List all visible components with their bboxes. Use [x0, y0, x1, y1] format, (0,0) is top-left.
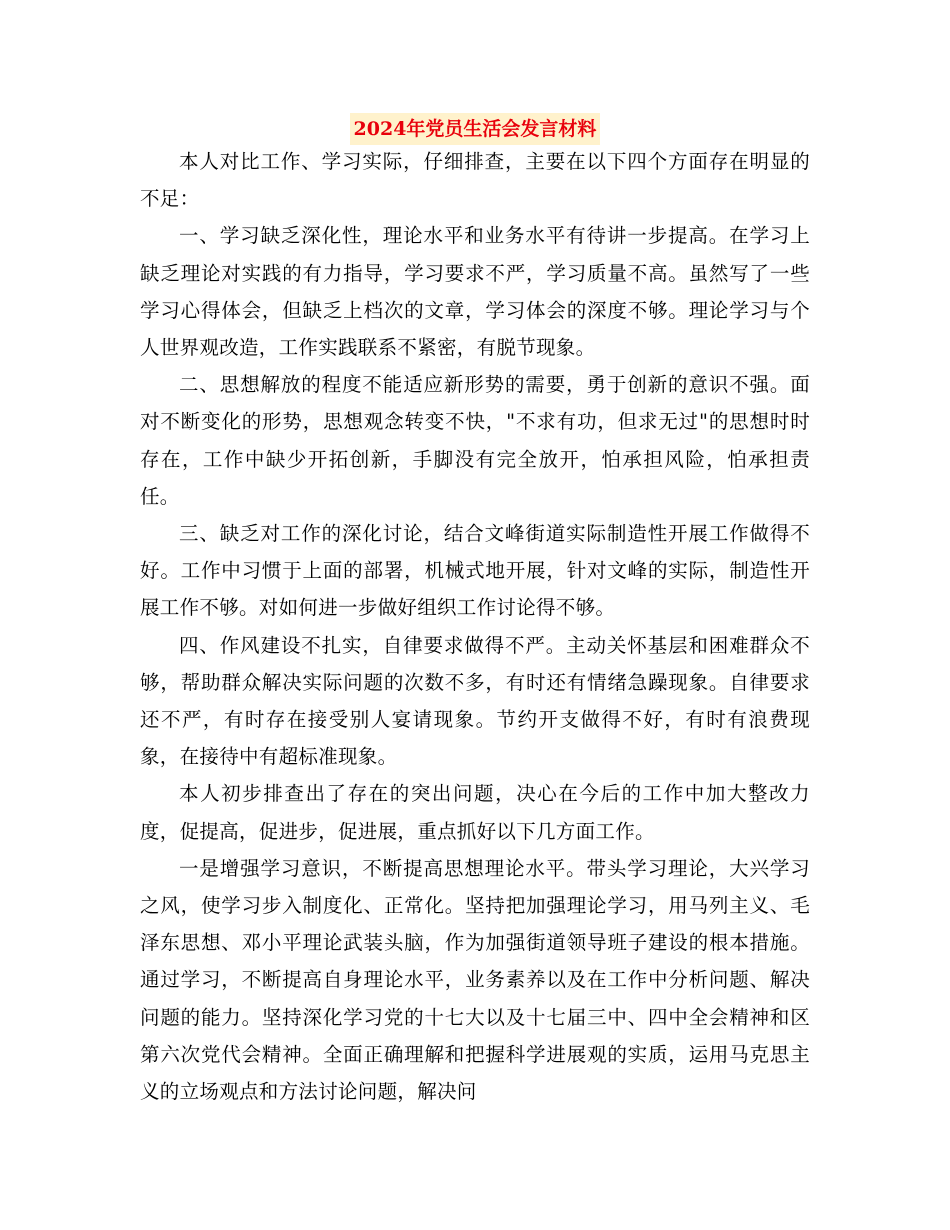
title-container: [0, 113, 950, 145]
paragraph-measure-1: 一是增强学习意识，不断提高思想理论水平。带头学习理论，大兴学习之风，使学习步入制度化、正常化。坚持把加强理论学习，用马列主义、毛泽东思想、邓小平理论武装头脑，作为加强街道领导班子建设的根本措施。通过学习，不断提高自身理论水平，业务素养以及在工作中分析问题、解决问题的能力。坚持深化学习党的十七大以及十七届三中、四中全会精神和区第六次党代会精神。全面正确理解和把握科学进展观的实质，运用马克思主义的立场观点和方法讨论问题，解决问: [140, 856, 810, 1104]
paragraph-point-2: 二、思想解放的程度不能适应新形势的需要，勇于创新的意识不强。面对不断变化的形势，思想观念转变不快，"不求有功，但求无过"的思想时时存在，工作中缺少开拓创新，手脚没有完全放开，怕承担风险，怕承担责任。: [140, 373, 810, 508]
document-body: [140, 143, 810, 1110]
document-title: 2024年党员生活会发言材料: [350, 113, 601, 145]
paragraph-point-3: 三、缺乏对工作的深化讨论，结合文峰街道实际制造性开展工作做得不好。工作中习惯于上面的部署，机械式地开展，针对文峰的实际，制造性开展工作不够。对如何进一步做好组织工作讨论得不够。: [140, 522, 810, 620]
paragraph-rectification: 本人初步排查出了存在的突出问题，决心在今后的工作中加大整改力度，促提高，促进步，促进展，重点抓好以下几方面工作。: [140, 782, 810, 843]
paragraph-point-4: 四、作风建设不扎实，自律要求做得不严。主动关怀基层和困难群众不够，帮助群众解决实际问题的次数不多，有时还有情绪急躁现象。自律要求还不严，有时存在接受别人宴请现象。节约开支做得不好，有时有浪费现象，在接待中有超标准现象。: [140, 633, 810, 769]
paragraph-point-1: 一、学习缺乏深化性，理论水平和业务水平有待讲一步提高。在学习上缺乏理论对实践的有力指导，学习要求不严，学习质量不高。虽然写了一些学习心得体会，但缺乏上档次的文章，学习体会的深度不够。理论学习与个人世界观改造，工作实践联系不紧密，有脱节现象。: [140, 224, 810, 360]
paragraph-intro: 本人对比工作、学习实际，仔细排查，主要在以下四个方面存在明显的不足：: [140, 150, 810, 211]
